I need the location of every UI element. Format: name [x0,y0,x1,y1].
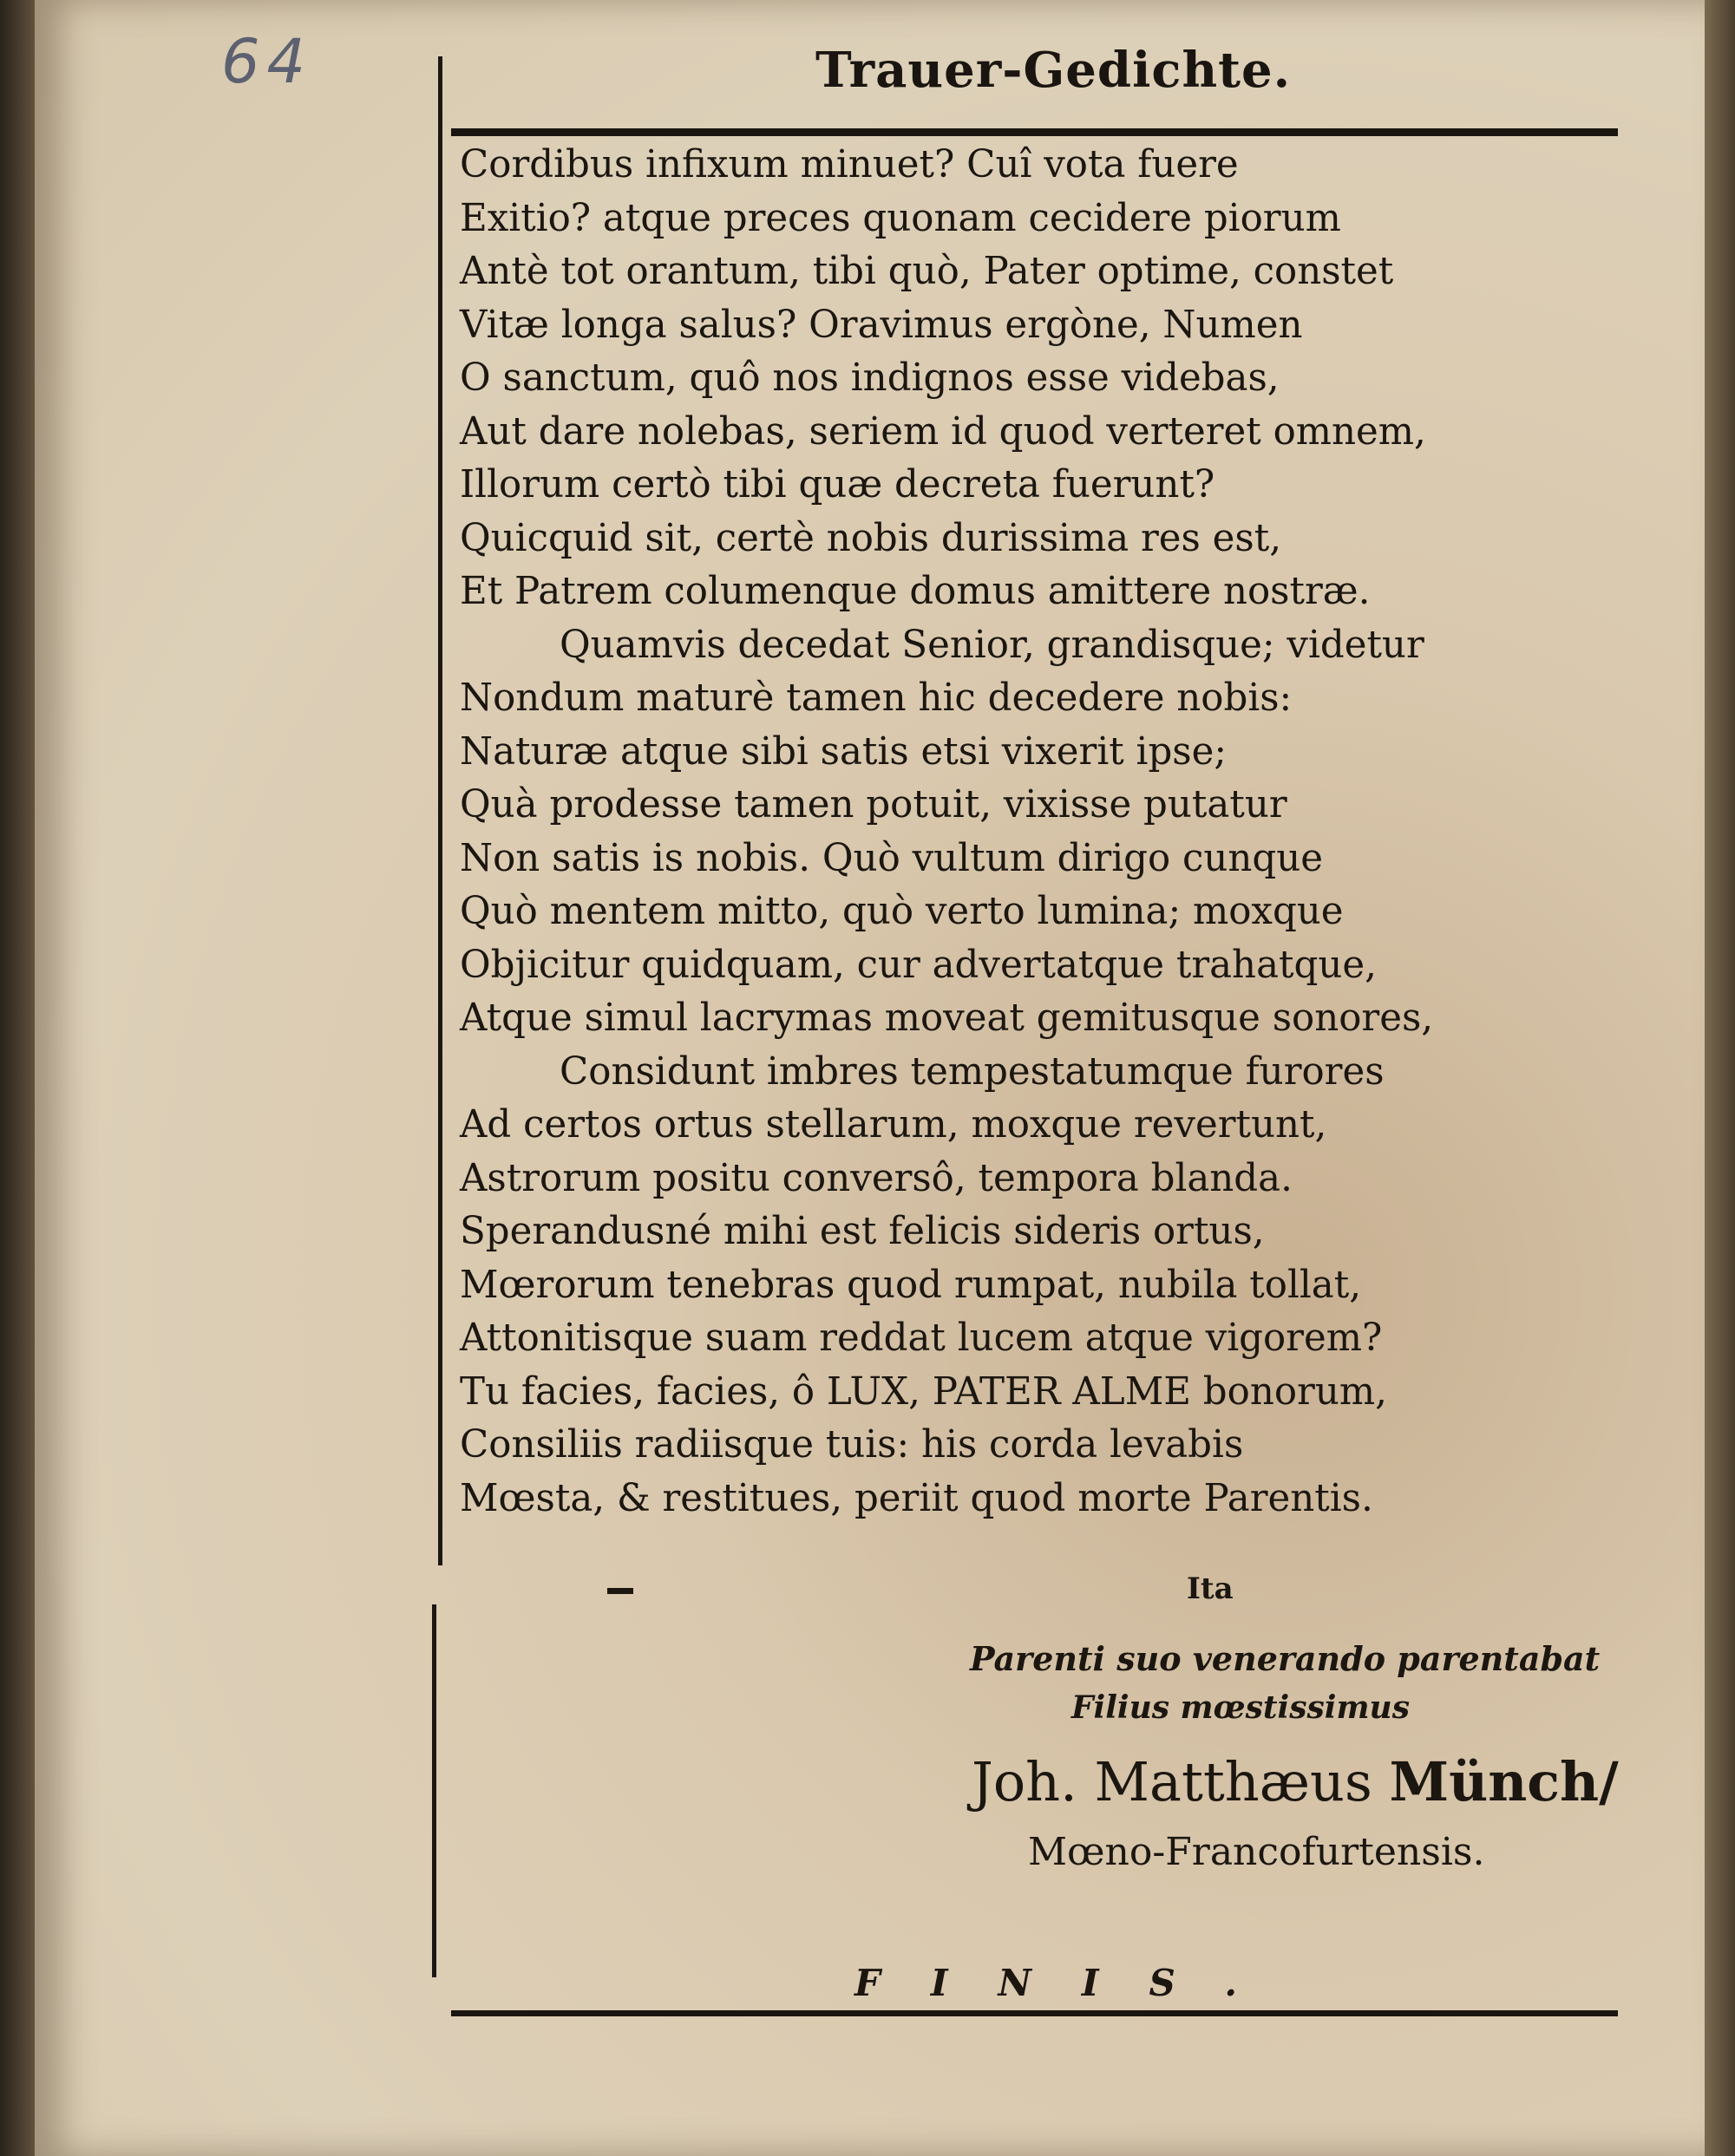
finis: FINIS. [854,1962,1287,2004]
poem-line: Tu facies, facies, ô LUX, PATER ALME bonorum, [460,1369,1387,1414]
poem-line: Antè tot orantum, tibi quò, Pater optime, constet [460,250,1394,293]
poem-line: Et Patrem columenque domus amittere nostræ. [460,570,1371,613]
page-edge [1705,0,1735,2156]
margin-rule [438,56,442,1565]
poem-line: Mœrorum tenebras quod rumpat, nubila tollat, [460,1263,1362,1307]
poem-line: Quà prodesse tamen potuit, vixisse putatur [460,783,1287,826]
page-number: 64 [221,26,313,97]
poem-line: Considunt imbres tempestatumque furores [560,1049,1385,1094]
signature-name [972,1750,1619,1813]
poem-line: Mœsta, & restitues, periit quod morte Parentis. [460,1476,1373,1520]
poem-line: Nondum maturè tamen hic decedere nobis: [460,676,1293,720]
poem-body [460,139,1605,1526]
signature-surname: Münch/ [1389,1750,1619,1813]
header-rule [451,128,1618,136]
closing-ita: Ita [1187,1571,1234,1606]
poem-line: O sanctum, quô nos indignos esse videbas, [460,356,1280,400]
poem-line: Ad certos ortus stellarum, moxque revertunt, [460,1103,1327,1147]
dedication-line-2: Filius mœstissimus [1071,1689,1410,1726]
poem-line: Attonitisque suam reddat lucem atque vigorem? [460,1316,1383,1360]
poem-line: Sperandusné mihi est felicis sideris ortus, [460,1210,1265,1253]
ornament-dash [607,1588,633,1594]
running-head: Trauer-Gedichte. [815,42,1292,99]
poem-line: Exitio? atque preces quonam cecidere piorum [460,196,1341,240]
poem-line: Non satis is nobis. Quò vultum dirigo cunque [460,836,1323,880]
poem-line: Quamvis decedat Senior, grandisque; videtur [560,623,1424,667]
poem-line: Cordibus infixum minuet? Cuî vota fuere [460,143,1239,186]
footer-rule [451,2010,1618,2016]
poem-line: Atque simul lacrymas moveat gemitusque sonores, [460,996,1434,1040]
poem-line: Aut dare nolebas, seriem id quod verteret omnem, [460,409,1426,454]
poem-line: Astrorum positu conversô, tempora blanda. [460,1156,1293,1200]
poem-line: Illorum certò tibi quæ decreta fuerunt? [460,463,1215,506]
poem-line: Vitæ longa salus? Oravimus ergòne, Numen [460,303,1303,347]
poem-line: Quò mentem mitto, quò verto lumina; moxque [460,890,1344,933]
signature-given-names: Joh. Matthæus [972,1750,1372,1813]
poem-line: Consiliis radiisque tuis: his corda levabis [460,1423,1244,1467]
dedication-line-1: Parenti suo venerando parentabat [970,1639,1601,1678]
margin-rule-lower [432,1604,436,1977]
poem-line: Quicquid sit, certè nobis durissima res est, [460,516,1282,560]
poem-line: Objicitur quidquam, cur advertatque trahatque, [460,943,1377,987]
poem-line: Naturæ atque sibi satis etsi vixerit ipse; [460,729,1228,774]
signature-place: Mœno-Francofurtensis. [1028,1830,1485,1874]
